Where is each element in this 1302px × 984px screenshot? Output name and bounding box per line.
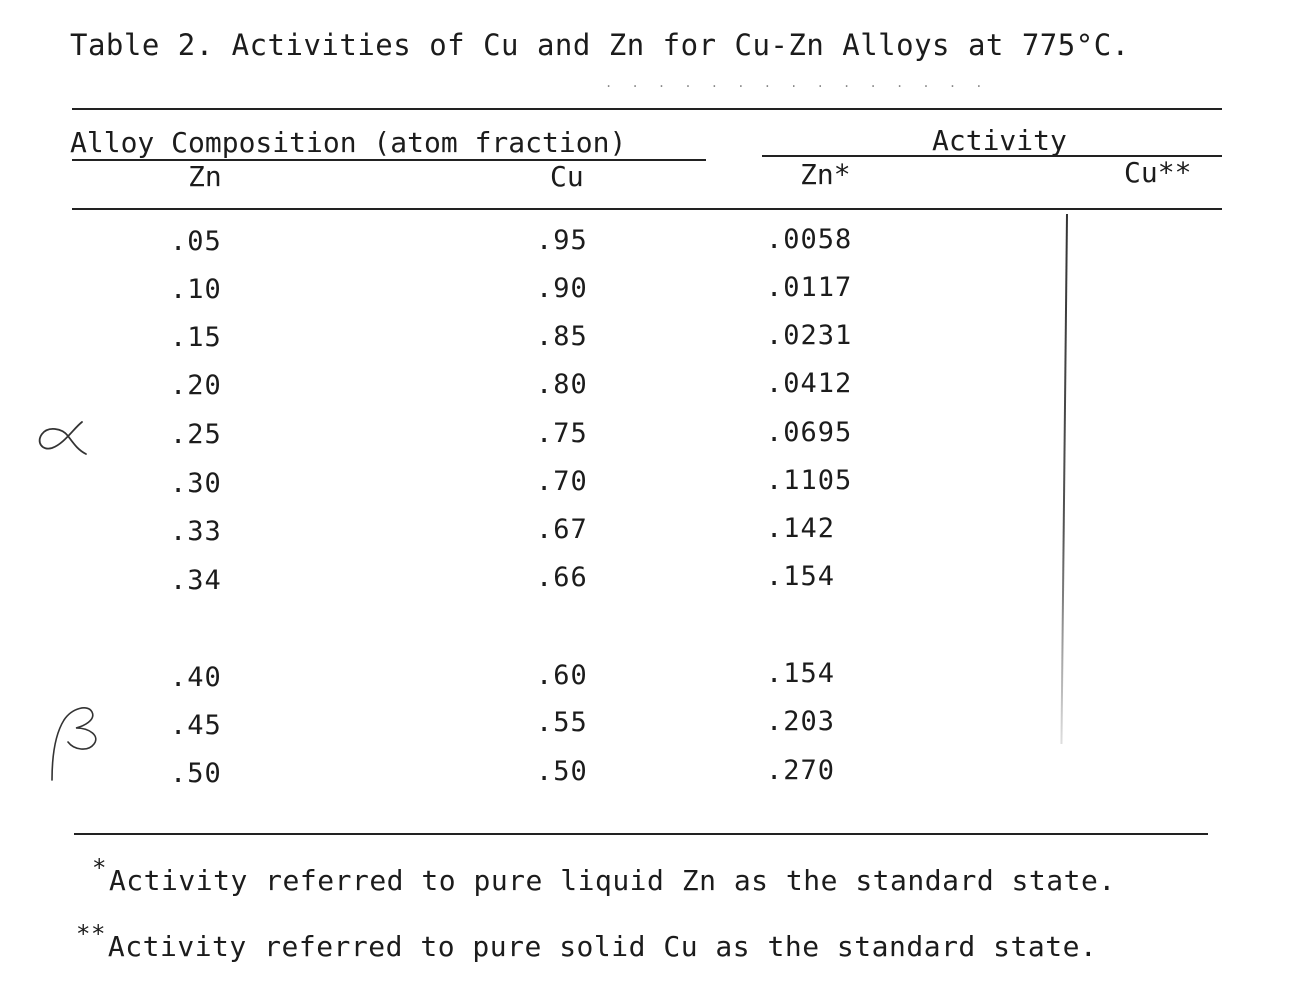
composition-group-header: Alloy Composition (atom fraction) <box>70 126 627 159</box>
cell-cu: .80 <box>536 369 588 400</box>
cell-zn: .20 <box>170 370 222 401</box>
cell-zn-activity: .142 <box>766 513 836 544</box>
cell-cu: .95 <box>536 225 588 256</box>
col-header-zn: Zn <box>188 160 222 193</box>
col-header-zn-activity: Zn* <box>800 158 851 191</box>
handwritten-alpha-mark <box>34 412 94 460</box>
footnote-text: Activity referred to pure liquid Zn as the standard state. <box>108 864 1116 897</box>
handwritten-beta-mark <box>44 700 114 784</box>
cell-zn: .45 <box>170 710 222 741</box>
cell-zn: .34 <box>170 565 222 596</box>
cell-zn: .10 <box>170 274 222 305</box>
col-header-cu-activity: Cu** <box>1124 156 1192 189</box>
cell-zn-activity: .154 <box>766 658 836 689</box>
cell-zn: .25 <box>170 419 222 450</box>
cell-zn-activity: .154 <box>766 561 836 592</box>
cell-cu: .85 <box>536 321 588 352</box>
footnote-text: Activity referred to pure solid Cu as the standard state. <box>107 930 1098 963</box>
cell-cu: .66 <box>536 562 588 593</box>
table-title: Table 2. Activities of Cu and Zn for Cu-Zn Alloys at 775°C. <box>70 28 1130 62</box>
col-header-cu: Cu <box>550 160 584 193</box>
cell-cu: .67 <box>536 514 588 545</box>
cell-zn-activity: .0412 <box>766 368 853 399</box>
cell-cu: .50 <box>536 756 588 787</box>
cell-zn-activity: .203 <box>766 706 836 737</box>
cell-cu: .70 <box>536 466 588 497</box>
cell-zn: .40 <box>170 662 222 693</box>
footnote-double-star <box>76 920 1098 963</box>
cell-zn-activity: .0231 <box>766 320 853 351</box>
cell-zn-activity: .0058 <box>766 224 853 255</box>
cell-zn-activity: .0695 <box>766 417 853 448</box>
handwritten-vertical-line <box>1060 214 1068 744</box>
dotted-leader: . . . . . . . . . . . . . . . <box>605 76 989 90</box>
cell-zn-activity: .270 <box>766 755 836 786</box>
footnote-single-star <box>92 854 1116 897</box>
cell-cu: .60 <box>536 660 588 691</box>
cell-cu: .75 <box>536 418 588 449</box>
composition-group-rule <box>72 159 706 161</box>
cell-zn: .15 <box>170 322 222 353</box>
cell-zn: .33 <box>170 516 222 547</box>
cell-zn: .05 <box>170 226 222 257</box>
activity-group-header: Activity <box>932 124 1067 157</box>
cell-cu: .55 <box>536 707 588 738</box>
header-rule <box>72 208 1222 210</box>
cell-zn: .50 <box>170 758 222 789</box>
cell-zn-activity: .1105 <box>766 465 853 496</box>
cell-zn-activity: .0117 <box>766 272 853 303</box>
cell-cu: .90 <box>536 273 588 304</box>
bottom-rule <box>74 833 1208 835</box>
footnote-mark: ** <box>76 920 106 948</box>
cell-zn: .30 <box>170 468 222 499</box>
footnote-mark: * <box>92 854 107 882</box>
top-rule <box>72 108 1222 110</box>
